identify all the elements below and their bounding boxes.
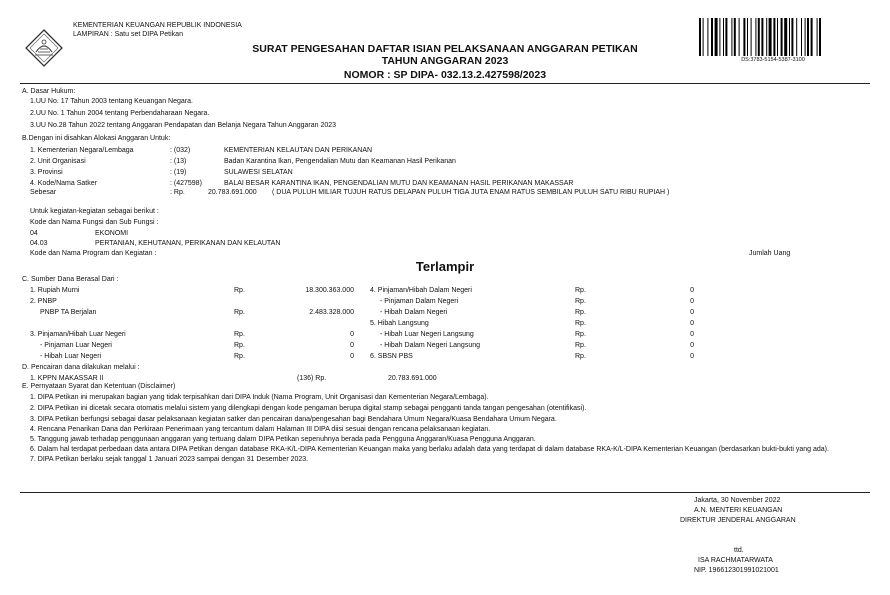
fund-source-label: 3. Pinjaman/Hibah Luar Negeri: [30, 331, 126, 338]
subfungsi-name: PERTANIAN, KEHUTANAN, PERIKANAN DAN KELAUTAN: [95, 240, 281, 247]
fund-source-label: - Pinjaman Luar Negeri: [40, 342, 112, 349]
allocation-code: : (19): [170, 169, 187, 176]
section-d-heading: D. Pencairan dana dilakukan melalui :: [22, 364, 140, 371]
sebesar-amount: 20.783.691.000: [208, 189, 257, 196]
fund-source-rp: Rp.: [234, 309, 245, 316]
lampiran-label: LAMPIRAN : Satu set DIPA Petikan: [73, 31, 183, 38]
disclaimer-item: 6. Dalam hal terdapat perbedaan data antara DIPA Petikan dengan database RKA-K/L-DIPA Kementerian Keuangan maka yang berlaku adalah data yang terdapat di dalam database RKA-K/L-DIPA Kementerian Keuangan (berdasarkan bukti-bukti yang ada).: [30, 446, 829, 453]
allocation-value: Badan Karantina Ikan, Pengendalian Mutu dan Keamanan Hasil Perikanan: [224, 158, 456, 165]
allocation-label: 2. Unit Organisasi: [30, 158, 86, 165]
fund-source-rp: Rp.: [575, 331, 586, 338]
fund-source-label: - Pinjaman Dalam Negeri: [380, 298, 459, 305]
fund-source-amount: 0: [690, 342, 694, 349]
fund-source-rp: Rp.: [234, 353, 245, 360]
signature-date: Jakarta, 30 November 2022: [694, 497, 781, 504]
allocation-label: 3. Provinsi: [30, 169, 63, 176]
fund-source-amount: 18.300.363.000: [305, 287, 354, 294]
terlampir-label: Terlampir: [415, 259, 475, 274]
allocation-label: 4. Kode/Nama Satker: [30, 180, 97, 187]
section-a-heading: A. Dasar Hukum:: [22, 88, 76, 95]
fund-source-amount: 0: [690, 309, 694, 316]
fund-source-amount: 2.483.328.000: [309, 309, 354, 316]
fungsi-code: 04: [30, 230, 38, 237]
footer-divider: [20, 492, 870, 493]
fungsi-heading: Kode dan Nama Fungsi dan Sub Fungsi :: [30, 219, 159, 226]
disclaimer-item: 5. Tanggung jawab terhadap penggunaan anggaran yang tertuang dalam DIPA Petikan sepenuhnya berada pada Pengguna Anggaran/Kuasa Pengguna Anggaran.: [30, 436, 536, 443]
fund-source-amount: 0: [690, 353, 694, 360]
signatory-nip: NIP. 196612301991021001: [694, 567, 779, 574]
allocation-code: : (13): [170, 158, 187, 165]
barcode-icon: [699, 18, 847, 56]
fund-source-amount: 0: [690, 320, 694, 327]
fund-source-label: - Hibah Luar Negeri Langsung: [380, 331, 474, 338]
legal-basis-item: 1.UU No. 17 Tahun 2003 tentang Keuangan Negara.: [30, 98, 193, 105]
section-e-heading: E. Pernyataan Syarat dan Ketentuan (Disclaimer): [22, 383, 176, 390]
sebesar-rp: : Rp.: [170, 189, 185, 196]
jumlah-uang-label: Jumlah Uang: [749, 250, 791, 257]
disclaimer-item: 3. DIPA Petikan berfungsi sebagai dasar pelaksanaan kegiatan satker dan pencairan dana/pengesahan bagi Bendahara Umum Negara/Kuasa Bendahara Umum Negara.: [30, 416, 557, 423]
fungsi-name: EKONOMI: [95, 230, 129, 237]
header-divider: [20, 83, 870, 84]
signature-position: DIREKTUR JENDERAL ANGGARAN: [680, 517, 796, 524]
allocation-value: SULAWESI SELATAN: [224, 169, 293, 176]
sebesar-words: ( DUA PULUH MILIAR TUJUH RATUS DELAPAN PULUH TIGA JUTA ENAM RATUS SEMBILAN PULUH SATU RIBU RUPIAH ): [272, 189, 670, 196]
allocation-code: : (032): [170, 147, 191, 154]
legal-basis-item: 3.UU No.28 Tahun 2022 tentang Anggaran Pendapatan dan Belanja Negara Tahun Anggaran 2023: [30, 122, 337, 129]
kppn-amount: 20.783.691.000: [388, 375, 437, 382]
fund-source-rp: Rp.: [575, 353, 586, 360]
ministry-name: KEMENTERIAN KEUANGAN REPUBLIK INDONESIA: [73, 22, 242, 29]
fund-source-label: 6. SBSN PBS: [370, 353, 413, 360]
signatory-name: ISA RACHMATARWATA: [698, 557, 773, 564]
sebesar-label: Sebesar: [30, 189, 57, 196]
kppn-label: 1. KPPN MAKASSAR II: [30, 375, 104, 382]
kppn-code: (136) Rp.: [297, 375, 327, 382]
fund-source-label: - Hibah Luar Negeri: [40, 353, 102, 360]
disclaimer-item: 1. DIPA Petikan ini merupakan bagian yang tidak terpisahkan dari DIPA Induk (Nama Program, Unit Organisasi dan Kementerian Negara/Lembaga).: [30, 394, 489, 401]
fund-source-rp: Rp.: [575, 320, 586, 327]
fund-source-label: - Hibah Dalam Negeri: [380, 309, 448, 316]
fund-source-rp: Rp.: [575, 309, 586, 316]
fund-source-rp: Rp.: [575, 298, 586, 305]
digital-stamp-code: DS:3783-5154-5387-3100: [741, 57, 805, 63]
fund-source-rp: Rp.: [575, 342, 586, 349]
fund-source-label: 1. Rupiah Murni: [30, 287, 80, 294]
document-year: TAHUN ANGGARAN 2023: [381, 55, 509, 67]
signature-on-behalf: A.N. MENTERI KEUANGAN: [694, 507, 783, 514]
subfungsi-code: 04.03: [30, 240, 48, 247]
disclaimer-item: 4. Rencana Penarikan Dana dan Perkiraan Penerimaan yang tercantum dalam Halaman III DIPA diisi sesuai dengan rencana pelaksanaan kegiatan.: [30, 426, 491, 433]
disclaimer-item: 7. DIPA Petikan berlaku sejak tanggal 1 Januari 2023 sampai dengan 31 Desember 2023.: [30, 456, 309, 463]
signature-ttd: ttd.: [734, 547, 744, 554]
allocation-code: : (427598): [170, 180, 202, 187]
fund-source-amount: 0: [350, 353, 354, 360]
section-b-heading: B.Dengan ini disahkan Alokasi Anggaran Untuk:: [22, 135, 171, 142]
program-heading: Kode dan Nama Program dan Kegiatan :: [30, 250, 157, 257]
legal-basis-item: 2.UU No. 1 Tahun 2004 tentang Perbendaharaan Negara.: [30, 110, 210, 117]
allocation-label: 1. Kementerian Negara/Lembaga: [30, 147, 134, 154]
activities-intro: Untuk kegiatan-kegiatan sebagai berikut :: [30, 208, 159, 215]
fund-source-rp: Rp.: [234, 331, 245, 338]
fund-source-label: - Hibah Dalam Negeri Langsung: [380, 342, 480, 349]
section-c-heading: C. Sumber Dana Berasal Dari :: [22, 276, 119, 283]
document-title: SURAT PENGESAHAN DAFTAR ISIAN PELAKSANAAN ANGGARAN PETIKAN: [252, 43, 638, 55]
fund-source-label: 2. PNBP: [30, 298, 57, 305]
fund-source-rp: Rp.: [234, 287, 245, 294]
fund-source-amount: 0: [690, 298, 694, 305]
disclaimer-item: 2. DIPA Petikan ini dicetak secara otomatis melalui sistem yang dilengkapi dengan kode pengaman berupa digital stamp sebagai pengganti tanda tangan pengesahan (otentifikasi).: [30, 405, 587, 412]
fund-source-label: 5. Hibah Langsung: [370, 320, 429, 327]
allocation-value: KEMENTERIAN KELAUTAN DAN PERIKANAN: [224, 147, 373, 154]
document-number: NOMOR : SP DIPA- 032.13.2.427598/2023: [343, 69, 547, 81]
fund-source-rp: Rp.: [234, 342, 245, 349]
allocation-value: BALAI BESAR KARANTINA IKAN, PENGENDALIAN MUTU DAN KEAMANAN HASIL PERIKANAN MAKASSAR: [224, 180, 574, 187]
fund-source-rp: Rp.: [575, 287, 586, 294]
fund-source-amount: 0: [690, 287, 694, 294]
fund-source-label: PNBP TA Berjalan: [40, 309, 97, 316]
fund-source-amount: 0: [350, 331, 354, 338]
fund-source-label: 4. Pinjaman/Hibah Dalam Negeri: [370, 287, 472, 294]
fund-source-amount: 0: [350, 342, 354, 349]
fund-source-amount: 0: [690, 331, 694, 338]
